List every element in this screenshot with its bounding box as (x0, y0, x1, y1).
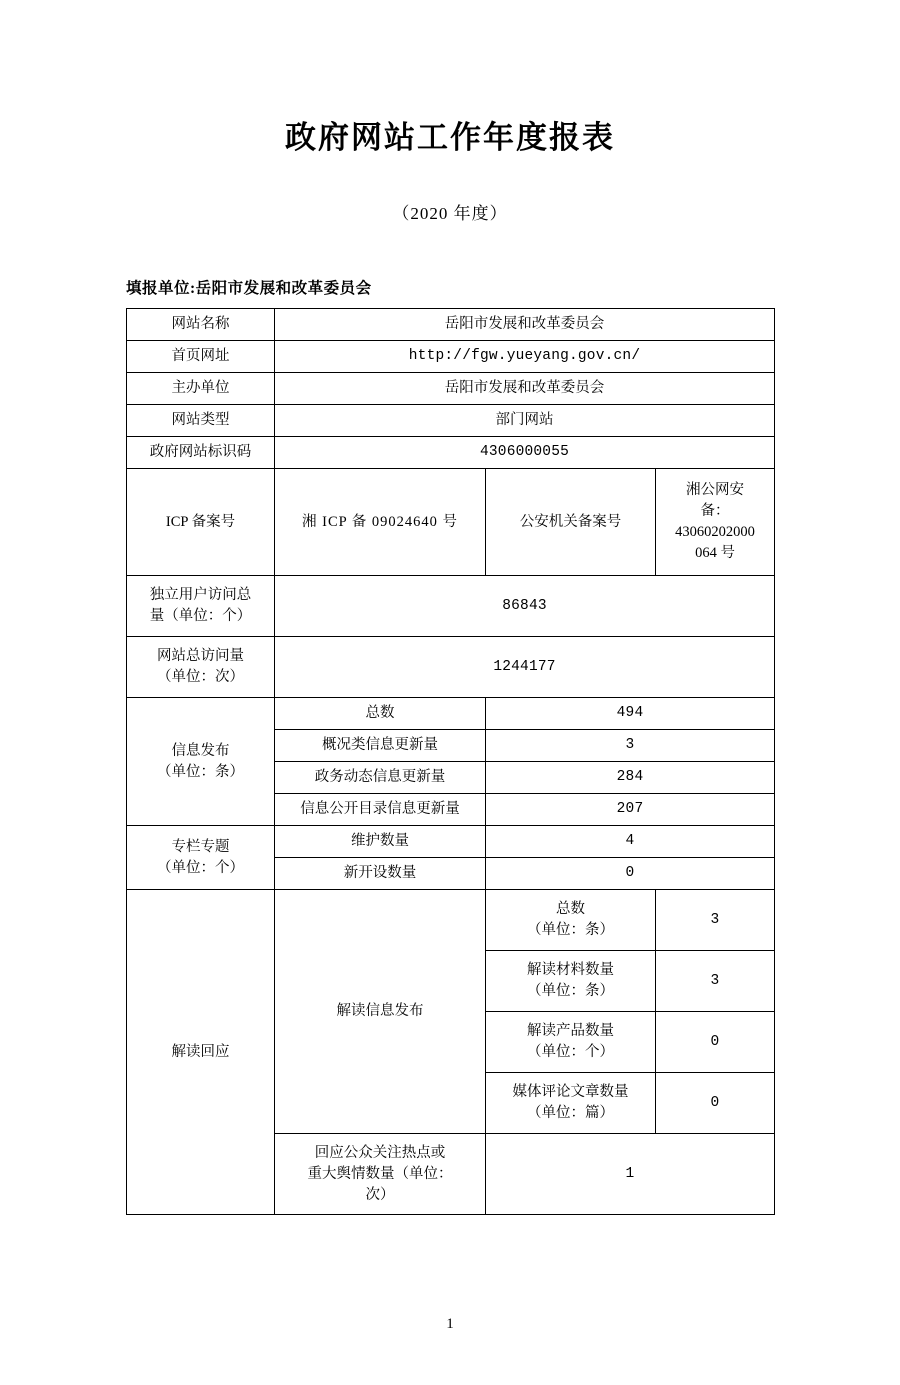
site-type-value: 部门网站 (275, 405, 775, 437)
site-code-value: 4306000055 (275, 437, 775, 469)
interpret-item-name-line1: 总数 (556, 901, 585, 918)
column-topic-label-line2: （单位：个） (157, 859, 244, 876)
page-number: 1 (446, 1316, 454, 1332)
icp-label: ICP 备案号 (127, 469, 275, 576)
police-value-line4: 064 号 (695, 545, 735, 562)
response-hotspot-label-line3: 次） (365, 1186, 395, 1203)
table-row (127, 826, 775, 858)
unique-visitors-label-line2: 量（单位：个） (149, 608, 252, 625)
response-hotspot-label-line2: 重大舆情数量（单位： (307, 1165, 453, 1182)
table-row (127, 437, 775, 469)
site-name-value: 岳阳市发展和改革委员会 (275, 309, 775, 341)
column-topic-label (127, 826, 275, 890)
sponsor-label: 主办单位 (127, 373, 275, 405)
homepage-label: 首页网址 (127, 341, 275, 373)
interpret-item-name-line1: 解读产品数量 (527, 1023, 614, 1040)
info-publish-label-line1: 信息发布 (171, 742, 230, 759)
total-visits-value: 1244177 (275, 637, 775, 698)
info-publish-item-name: 信息公开目录信息更新量 (275, 794, 486, 826)
info-publish-label (127, 698, 275, 826)
column-topic-label-line1: 专栏专题 (171, 838, 230, 855)
unique-visitors-label-line1: 独立用户访问总 (149, 587, 252, 604)
column-topic-item-value: 0 (486, 858, 775, 890)
interpret-item-value: 3 (656, 951, 775, 1012)
unique-visitors-value: 86843 (275, 576, 775, 637)
total-visits-label-line1: 网站总访问量 (157, 648, 244, 665)
info-publish-item-value: 207 (486, 794, 775, 826)
column-topic-item-value: 4 (486, 826, 775, 858)
interpret-item-name-line2: （单位：条） (527, 922, 614, 939)
police-value-line1: 湘公网安 (686, 482, 744, 499)
site-name-label: 网站名称 (127, 309, 275, 341)
icp-value: 湘 ICP 备 09024640 号 (275, 469, 486, 576)
police-record-label: 公安机关备案号 (486, 469, 656, 576)
site-code-label: 政府网站标识码 (127, 437, 275, 469)
response-hotspot-value: 1 (486, 1134, 775, 1215)
info-publish-item-value: 494 (486, 698, 775, 730)
interpret-item-value: 0 (656, 1012, 775, 1073)
filler-unit-label: 填报单位:岳阳市发展和改革委员会 (126, 280, 372, 297)
interpret-item-name-line2: （单位：个） (527, 1044, 614, 1061)
interpret-item-name-line2: （单位：条） (527, 983, 614, 1000)
interpret-item-name-line1: 解读材料数量 (527, 962, 614, 979)
interpret-item-name (486, 1012, 656, 1073)
info-publish-item-value: 3 (486, 730, 775, 762)
table-row (127, 341, 775, 373)
table-row (127, 309, 775, 341)
unique-visitors-label (127, 576, 275, 637)
interpret-item-name-line1: 媒体评论文章数量 (512, 1084, 629, 1101)
interpret-item-name (486, 951, 656, 1012)
page-subtitle: （2020 年度） (392, 204, 508, 223)
interpret-item-name (486, 890, 656, 951)
total-visits-label (127, 637, 275, 698)
table-row (127, 576, 775, 637)
total-visits-label-line2: （单位：次） (157, 669, 244, 686)
info-publish-item-value: 284 (486, 762, 775, 794)
interpret-response-label: 解读回应 (127, 890, 275, 1215)
response-hotspot-label-line1: 回应公众关注热点或 (314, 1144, 446, 1161)
column-topic-item-name: 维护数量 (275, 826, 486, 858)
response-hotspot-label (275, 1134, 486, 1215)
homepage-value: http://fgw.yueyang.gov.cn/ (275, 341, 775, 373)
page-title: 政府网站工作年度报表 (285, 120, 615, 156)
document-page (0, 112, 900, 1385)
table-row (127, 637, 775, 698)
police-record-value (656, 469, 775, 576)
table-row (127, 469, 775, 576)
info-publish-item-name: 概况类信息更新量 (275, 730, 486, 762)
table-row (127, 405, 775, 437)
interpret-item-value: 0 (656, 1073, 775, 1134)
site-type-label: 网站类型 (127, 405, 275, 437)
interpret-item-value: 3 (656, 890, 775, 951)
interpret-item-name-line2: （单位：篇） (527, 1105, 614, 1122)
table-row (127, 890, 775, 951)
sponsor-value: 岳阳市发展和改革委员会 (275, 373, 775, 405)
interpret-publish-label: 解读信息发布 (275, 890, 486, 1134)
info-publish-item-name: 政务动态信息更新量 (275, 762, 486, 794)
interpret-item-name (486, 1073, 656, 1134)
table-row (127, 698, 775, 730)
column-topic-item-name: 新开设数量 (275, 858, 486, 890)
table-row (127, 373, 775, 405)
annual-report-table (126, 308, 775, 1215)
info-publish-label-line2: （单位：条） (157, 763, 244, 780)
police-value-line3: 43060202000 (675, 524, 755, 541)
info-publish-item-name: 总数 (275, 698, 486, 730)
police-value-line2: 备： (700, 503, 730, 520)
